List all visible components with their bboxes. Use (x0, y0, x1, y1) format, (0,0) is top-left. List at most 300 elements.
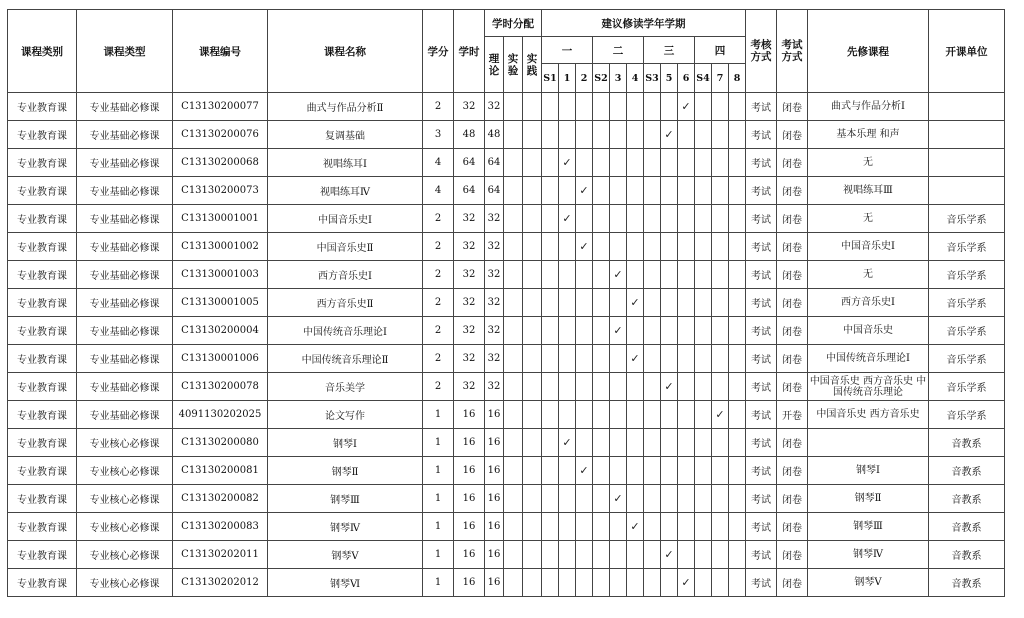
cell-type: 专业基础必修课 (77, 93, 173, 121)
cell-theory: 32 (485, 261, 504, 289)
cell-semester (576, 121, 593, 149)
cell-semester (593, 541, 610, 569)
cell-semester (610, 121, 627, 149)
cell-semester (695, 345, 712, 373)
cell-exam: 闭卷 (777, 121, 808, 149)
cell-exam: 闭卷 (777, 149, 808, 177)
cell-category: 专业教育课 (8, 345, 77, 373)
header-category: 课程类别 (8, 10, 77, 93)
cell-semester (695, 485, 712, 513)
cell-lab (504, 93, 523, 121)
cell-prereq: 中国音乐史Ⅰ (808, 233, 929, 261)
cell-dept: 音乐学系 (929, 233, 1005, 261)
cell-exam: 开卷 (777, 401, 808, 429)
cell-semester (729, 569, 746, 597)
cell-theory: 16 (485, 513, 504, 541)
cell-assess: 考试 (746, 177, 777, 205)
cell-practice (523, 569, 542, 597)
cell-semester (610, 429, 627, 457)
cell-credit: 2 (423, 289, 454, 317)
cell-prereq: 中国音乐史 西方音乐史 中国传统音乐理论 (808, 373, 929, 401)
header-semester: 5 (661, 64, 678, 93)
cell-semester (559, 401, 576, 429)
cell-name: 论文写作 (268, 401, 423, 429)
cell-semester (729, 345, 746, 373)
cell-exam: 闭卷 (777, 569, 808, 597)
cell-semester (644, 121, 661, 149)
cell-semester (695, 121, 712, 149)
course-plan-sheet (7, 9, 1005, 597)
cell-semester (644, 429, 661, 457)
cell-category: 专业教育课 (8, 485, 77, 513)
cell-hours: 32 (454, 317, 485, 345)
cell-practice (523, 121, 542, 149)
cell-assess: 考试 (746, 121, 777, 149)
cell-semester (712, 373, 729, 401)
cell-semester (678, 233, 695, 261)
cell-semester (678, 401, 695, 429)
cell-semester (610, 93, 627, 121)
header-code: 课程编号 (173, 10, 268, 93)
cell-semester (678, 429, 695, 457)
cell-semester (593, 289, 610, 317)
cell-semester (712, 541, 729, 569)
cell-semester (695, 289, 712, 317)
cell-lab (504, 233, 523, 261)
cell-practice (523, 541, 542, 569)
cell-theory: 16 (485, 485, 504, 513)
header-credit: 学分 (423, 10, 454, 93)
cell-name: 钢琴Ⅱ (268, 457, 423, 485)
cell-type: 专业基础必修课 (77, 317, 173, 345)
cell-semester (661, 149, 678, 177)
cell-credit: 1 (423, 401, 454, 429)
cell-semester (559, 457, 576, 485)
cell-type: 专业核心必修课 (77, 457, 173, 485)
cell-assess: 考试 (746, 373, 777, 401)
cell-semester (644, 317, 661, 345)
cell-semester (712, 121, 729, 149)
cell-semester (593, 485, 610, 513)
cell-prereq: 钢琴Ⅴ (808, 569, 929, 597)
cell-semester (729, 289, 746, 317)
cell-code: C13130202011 (173, 541, 268, 569)
cell-hours: 64 (454, 149, 485, 177)
cell-assess: 考试 (746, 569, 777, 597)
cell-semester (627, 93, 644, 121)
cell-semester (593, 233, 610, 261)
cell-name: 中国音乐史Ⅰ (268, 205, 423, 233)
cell-practice (523, 373, 542, 401)
header-year-4: 四 (695, 37, 746, 64)
cell-lab (504, 485, 523, 513)
cell-semester (712, 289, 729, 317)
cell-lab (504, 205, 523, 233)
cell-semester (542, 289, 559, 317)
cell-hours: 32 (454, 205, 485, 233)
cell-exam: 闭卷 (777, 289, 808, 317)
cell-semester (610, 149, 627, 177)
cell-semester (627, 149, 644, 177)
cell-practice (523, 233, 542, 261)
cell-practice (523, 205, 542, 233)
cell-assess: 考试 (746, 233, 777, 261)
cell-category: 专业教育课 (8, 569, 77, 597)
cell-type: 专业基础必修课 (77, 177, 173, 205)
cell-code: C13130200073 (173, 177, 268, 205)
check-icon: ✓ (610, 261, 627, 289)
header-semester: 7 (712, 64, 729, 93)
cell-semester (542, 345, 559, 373)
cell-semester (661, 93, 678, 121)
cell-semester (729, 233, 746, 261)
cell-semester (627, 373, 644, 401)
cell-dept: 音乐学系 (929, 205, 1005, 233)
cell-category: 专业教育课 (8, 317, 77, 345)
cell-semester (542, 513, 559, 541)
cell-dept: 音教系 (929, 485, 1005, 513)
cell-code: C13130200082 (173, 485, 268, 513)
cell-semester (576, 401, 593, 429)
cell-credit: 1 (423, 569, 454, 597)
cell-semester (627, 233, 644, 261)
cell-semester (542, 541, 559, 569)
cell-category: 专业教育课 (8, 541, 77, 569)
table-row (8, 569, 1005, 597)
cell-semester (542, 177, 559, 205)
cell-semester (593, 457, 610, 485)
cell-code: C13130200068 (173, 149, 268, 177)
cell-theory: 16 (485, 569, 504, 597)
cell-category: 专业教育课 (8, 233, 77, 261)
cell-prereq: 钢琴Ⅰ (808, 457, 929, 485)
cell-category: 专业教育课 (8, 289, 77, 317)
cell-prereq: 无 (808, 261, 929, 289)
cell-dept (929, 177, 1005, 205)
cell-lab (504, 289, 523, 317)
cell-semester (559, 345, 576, 373)
cell-semester (576, 429, 593, 457)
cell-theory: 64 (485, 149, 504, 177)
cell-exam: 闭卷 (777, 485, 808, 513)
cell-category: 专业教育课 (8, 205, 77, 233)
cell-semester (542, 569, 559, 597)
header-semester: S3 (644, 64, 661, 93)
table-row (8, 317, 1005, 345)
cell-exam: 闭卷 (777, 317, 808, 345)
cell-semester (610, 569, 627, 597)
cell-semester (695, 541, 712, 569)
cell-semester (695, 429, 712, 457)
cell-practice (523, 513, 542, 541)
cell-semester (627, 177, 644, 205)
cell-semester (559, 261, 576, 289)
check-icon: ✓ (627, 345, 644, 373)
cell-theory: 16 (485, 429, 504, 457)
cell-exam: 闭卷 (777, 541, 808, 569)
cell-semester (542, 317, 559, 345)
cell-semester (610, 289, 627, 317)
cell-semester (712, 457, 729, 485)
table-row (8, 513, 1005, 541)
cell-semester (542, 205, 559, 233)
cell-semester (559, 121, 576, 149)
cell-semester (627, 401, 644, 429)
header-lab: 实验 (504, 37, 523, 93)
cell-semester (576, 513, 593, 541)
cell-name: 音乐美学 (268, 373, 423, 401)
cell-semester (661, 177, 678, 205)
cell-semester (678, 261, 695, 289)
cell-practice (523, 261, 542, 289)
cell-semester (559, 317, 576, 345)
cell-semester (729, 205, 746, 233)
cell-credit: 2 (423, 233, 454, 261)
cell-semester (678, 317, 695, 345)
cell-dept: 音教系 (929, 429, 1005, 457)
cell-type: 专业基础必修课 (77, 289, 173, 317)
cell-exam: 闭卷 (777, 93, 808, 121)
cell-category: 专业教育课 (8, 261, 77, 289)
cell-semester (627, 485, 644, 513)
cell-lab (504, 457, 523, 485)
cell-practice (523, 401, 542, 429)
cell-semester (559, 513, 576, 541)
cell-semester (610, 457, 627, 485)
cell-name: 复调基础 (268, 121, 423, 149)
check-icon: ✓ (627, 513, 644, 541)
cell-type: 专业核心必修课 (77, 541, 173, 569)
cell-dept: 音教系 (929, 457, 1005, 485)
table-row (8, 345, 1005, 373)
cell-semester (712, 205, 729, 233)
cell-semester (712, 485, 729, 513)
cell-assess: 考试 (746, 457, 777, 485)
cell-type: 专业核心必修课 (77, 569, 173, 597)
cell-name: 曲式与作品分析Ⅱ (268, 93, 423, 121)
header-assess: 考核方式 (746, 10, 777, 93)
cell-semester (729, 513, 746, 541)
cell-code: C13130200083 (173, 513, 268, 541)
table-row (8, 457, 1005, 485)
cell-lab (504, 177, 523, 205)
cell-lab (504, 401, 523, 429)
cell-semester (712, 569, 729, 597)
cell-semester (576, 345, 593, 373)
cell-semester (644, 541, 661, 569)
table-row (8, 485, 1005, 513)
cell-practice (523, 457, 542, 485)
cell-name: 钢琴Ⅲ (268, 485, 423, 513)
cell-semester (644, 513, 661, 541)
cell-semester (695, 205, 712, 233)
cell-name: 视唱练耳Ⅳ (268, 177, 423, 205)
cell-semester (712, 93, 729, 121)
cell-practice (523, 149, 542, 177)
cell-semester (661, 317, 678, 345)
cell-prereq: 无 (808, 205, 929, 233)
cell-theory: 32 (485, 289, 504, 317)
header-semester: 8 (729, 64, 746, 93)
cell-hours: 32 (454, 93, 485, 121)
cell-theory: 48 (485, 121, 504, 149)
cell-semester (593, 149, 610, 177)
cell-code: C13130200077 (173, 93, 268, 121)
cell-semester (593, 345, 610, 373)
header-semester: S1 (542, 64, 559, 93)
cell-semester (644, 569, 661, 597)
cell-prereq: 曲式与作品分析Ⅰ (808, 93, 929, 121)
cell-prereq: 基本乐理 和声 (808, 121, 929, 149)
cell-category: 专业教育课 (8, 93, 77, 121)
cell-assess: 考试 (746, 317, 777, 345)
cell-type: 专业基础必修课 (77, 233, 173, 261)
cell-semester (593, 93, 610, 121)
cell-prereq: 中国音乐史 (808, 317, 929, 345)
cell-category: 专业教育课 (8, 121, 77, 149)
cell-assess: 考试 (746, 401, 777, 429)
cell-semester (695, 149, 712, 177)
cell-semester (729, 457, 746, 485)
cell-semester (729, 541, 746, 569)
cell-semester (695, 93, 712, 121)
cell-assess: 考试 (746, 345, 777, 373)
cell-assess: 考试 (746, 541, 777, 569)
cell-hours: 32 (454, 345, 485, 373)
cell-semester (576, 205, 593, 233)
cell-semester (542, 457, 559, 485)
cell-hours: 32 (454, 261, 485, 289)
header-dept: 开课单位 (929, 10, 1005, 93)
cell-assess: 考试 (746, 205, 777, 233)
cell-lab (504, 149, 523, 177)
cell-code: C13130200080 (173, 429, 268, 457)
cell-semester (712, 177, 729, 205)
cell-semester (695, 177, 712, 205)
cell-semester (644, 345, 661, 373)
cell-semester (661, 429, 678, 457)
cell-lab (504, 541, 523, 569)
header-semester: 3 (610, 64, 627, 93)
cell-code: C13130001002 (173, 233, 268, 261)
cell-semester (576, 149, 593, 177)
cell-semester (610, 233, 627, 261)
cell-semester (627, 429, 644, 457)
cell-semester (678, 345, 695, 373)
cell-hours: 64 (454, 177, 485, 205)
cell-semester (695, 261, 712, 289)
cell-lab (504, 513, 523, 541)
cell-prereq: 钢琴Ⅱ (808, 485, 929, 513)
table-row (8, 289, 1005, 317)
cell-hours: 48 (454, 121, 485, 149)
cell-theory: 64 (485, 177, 504, 205)
cell-semester (559, 541, 576, 569)
cell-code: C13130200004 (173, 317, 268, 345)
cell-semester (661, 485, 678, 513)
cell-semester (695, 233, 712, 261)
cell-semester (559, 485, 576, 513)
cell-credit: 2 (423, 261, 454, 289)
cell-name: 视唱练耳Ⅰ (268, 149, 423, 177)
cell-semester (542, 373, 559, 401)
cell-semester (576, 569, 593, 597)
cell-semester (712, 149, 729, 177)
cell-semester (542, 429, 559, 457)
cell-hours: 16 (454, 429, 485, 457)
cell-code: C13130001005 (173, 289, 268, 317)
header-hour-split: 学时分配 (485, 10, 542, 37)
cell-semester (559, 233, 576, 261)
header-hours: 学时 (454, 10, 485, 93)
cell-semester (542, 485, 559, 513)
check-icon: ✓ (661, 541, 678, 569)
header-semester-plan: 建议修读学年学期 (542, 10, 746, 37)
cell-credit: 2 (423, 205, 454, 233)
cell-practice (523, 485, 542, 513)
cell-name: 中国音乐史Ⅱ (268, 233, 423, 261)
check-icon: ✓ (610, 317, 627, 345)
cell-credit: 1 (423, 457, 454, 485)
cell-semester (729, 177, 746, 205)
cell-type: 专业基础必修课 (77, 345, 173, 373)
cell-semester (661, 513, 678, 541)
header-prereq: 先修课程 (808, 10, 929, 93)
cell-theory: 16 (485, 457, 504, 485)
cell-prereq: 钢琴Ⅳ (808, 541, 929, 569)
cell-prereq: 钢琴Ⅲ (808, 513, 929, 541)
cell-category: 专业教育课 (8, 373, 77, 401)
cell-name: 中国传统音乐理论Ⅱ (268, 345, 423, 373)
header-semester: 4 (627, 64, 644, 93)
cell-practice (523, 429, 542, 457)
cell-assess: 考试 (746, 261, 777, 289)
check-icon: ✓ (627, 289, 644, 317)
cell-semester (695, 373, 712, 401)
cell-semester (542, 233, 559, 261)
cell-semester (593, 569, 610, 597)
cell-exam: 闭卷 (777, 177, 808, 205)
cell-semester (729, 317, 746, 345)
cell-dept: 音乐学系 (929, 373, 1005, 401)
cell-semester (576, 317, 593, 345)
cell-name: 钢琴Ⅳ (268, 513, 423, 541)
cell-semester (644, 373, 661, 401)
cell-name: 西方音乐史Ⅱ (268, 289, 423, 317)
cell-exam: 闭卷 (777, 345, 808, 373)
cell-semester (729, 485, 746, 513)
cell-theory: 32 (485, 373, 504, 401)
cell-semester (661, 261, 678, 289)
cell-credit: 1 (423, 429, 454, 457)
cell-semester (644, 149, 661, 177)
cell-category: 专业教育课 (8, 429, 77, 457)
cell-theory: 32 (485, 345, 504, 373)
cell-semester (644, 289, 661, 317)
header-type: 课程类型 (77, 10, 173, 93)
cell-semester (661, 233, 678, 261)
cell-practice (523, 93, 542, 121)
cell-semester (644, 457, 661, 485)
cell-semester (678, 373, 695, 401)
cell-theory: 32 (485, 233, 504, 261)
check-icon: ✓ (661, 373, 678, 401)
cell-credit: 4 (423, 149, 454, 177)
cell-semester (593, 317, 610, 345)
cell-semester (610, 513, 627, 541)
cell-type: 专业核心必修课 (77, 485, 173, 513)
cell-theory: 32 (485, 205, 504, 233)
